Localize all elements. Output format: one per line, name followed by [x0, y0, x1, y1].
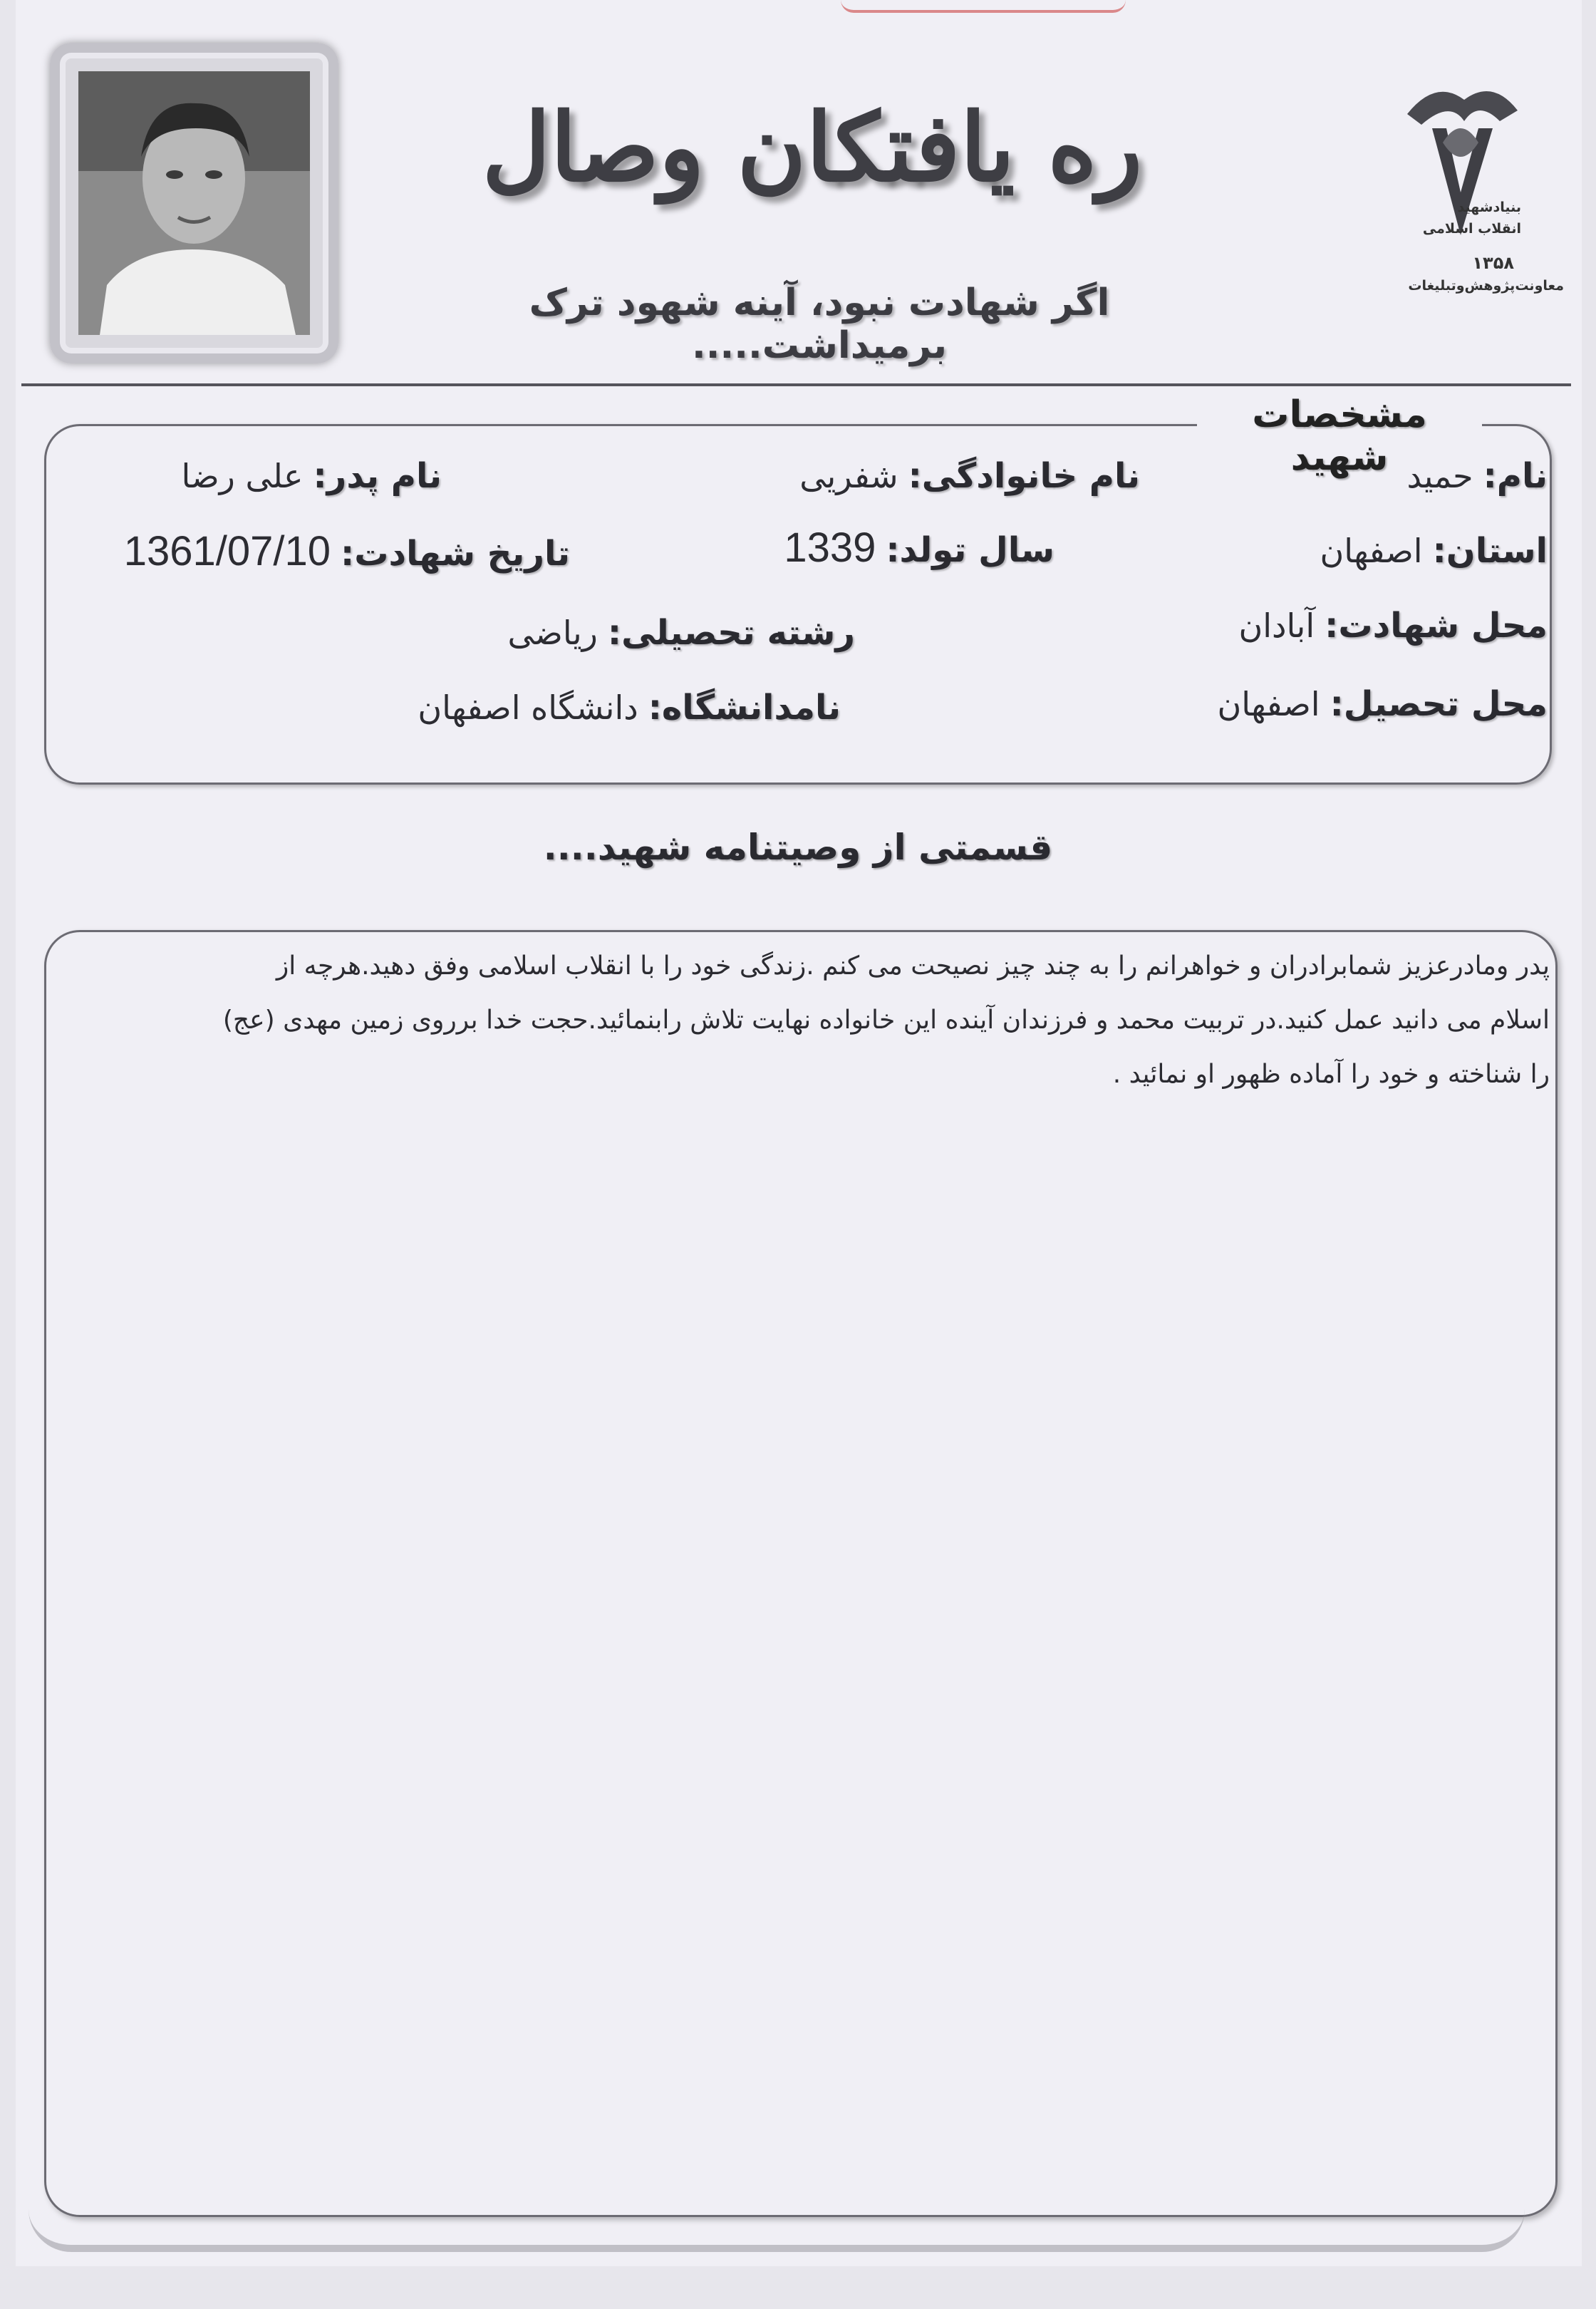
field-value: علی رضا [181, 457, 304, 495]
field-study-place [1217, 684, 1548, 724]
field-value: 1339 [784, 525, 876, 571]
field-value: حمید [1406, 457, 1473, 495]
field-first-name [1407, 456, 1548, 496]
field-label: سال تولد: [886, 530, 1054, 570]
field-martyrdom-place [1239, 606, 1548, 646]
field-value: شفریی [799, 457, 898, 495]
will-line: پدر ومادرعزیز شمابرادران و خواهرانم را به چند چیز نصیحت می کنم .زندگی خود را با انقلاب اسلامی وفق دهید.هرچه از [276, 951, 1550, 981]
header-divider [21, 383, 1571, 386]
page-bottom-edge [28, 2195, 1525, 2252]
field-value: اصفهان [1217, 685, 1320, 723]
logo-year: ۱۳۵۸ [1472, 253, 1514, 273]
field-province [1320, 531, 1548, 571]
logo-line-2: انقلاب اسلامی [1422, 221, 1521, 237]
will-line: اسلام می دانید عمل کنید.در تربیت محمد و فرزندان آینده این خانواده نهایت تلاش رابنمائید.حجت خدا برروی زمین مهدی (عج) [222, 1006, 1550, 1035]
field-label: نام پدر: [313, 456, 442, 496]
field-label: محل تحصیل: [1330, 684, 1548, 724]
field-value: اصفهان [1320, 532, 1423, 570]
will-section-title: قسمتی از وصیتنامه شهید.... [543, 827, 1053, 868]
field-label: استان: [1432, 531, 1548, 571]
page-title: ره یافتکان وصال [482, 93, 1143, 203]
foundation-logo [1357, 71, 1564, 314]
profile-section-title: مشخصات شهید [1197, 393, 1482, 479]
logo-line-3: معاونت‌پژوهش‌وتبلیغات [1408, 278, 1564, 294]
martyr-photo-frame [50, 43, 338, 363]
field-label: نام خانوادگی: [908, 456, 1140, 496]
logo-line-1: بنیادشهید [1457, 200, 1521, 215]
martyr-photo [78, 71, 310, 335]
field-value: دانشگاه اصفهان [418, 688, 638, 727]
will-text [36, 939, 1550, 1102]
field-label: محل شهادت: [1325, 606, 1548, 646]
field-value: 1361/07/10 [123, 528, 331, 574]
will-panel [44, 930, 1558, 2217]
field-value: آبادان [1238, 606, 1315, 645]
field-value: ریاضی [507, 614, 598, 652]
field-father-name [182, 456, 442, 496]
field-label: نامدانشگاه: [648, 688, 841, 728]
field-label: نام: [1483, 456, 1548, 496]
field-martyrdom-date [124, 527, 570, 575]
will-line: را شناخته و خود را آماده ظهور او نمائید . [1112, 1060, 1550, 1089]
field-field-of-study [507, 613, 855, 653]
top-red-mark [841, 0, 1126, 13]
field-university [418, 688, 841, 728]
field-label: تاریخ شهادت: [341, 534, 570, 574]
page-subtitle: اگر شهادت نبود، آینه شهود ترک برمیداشت..... [529, 281, 1110, 367]
field-birth-year [784, 524, 1054, 572]
field-family-name [799, 456, 1140, 496]
field-label: رشته تحصیلی: [607, 613, 855, 653]
